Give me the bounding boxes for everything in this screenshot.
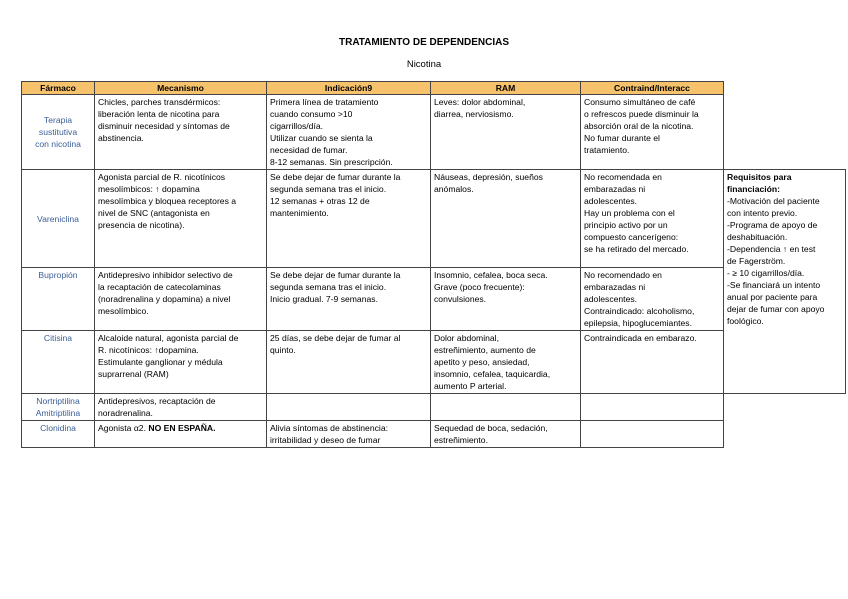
indication-cell: Se debe dejar de fumar durante la segunda semana tras el inicio. Inicio gradual. 7-9 semanas. [267,268,431,331]
contra-cell [581,421,724,448]
table-row [22,170,846,268]
table-row [22,331,846,394]
mechanism-cell: Agonista α2. NO EN ESPAÑA. [95,421,267,448]
document-subtitle: Nicotina [406,59,442,70]
mechanism-cell: Chicles, parches transdérmicos: liberación lenta de nicotina para disminuir necesidad y síntomas de abstinencia. [95,95,267,170]
contra-cell: No recomendada en embarazadas ni adolescentes. Hay un problema con el principio activo por un compuesto cancerígeno: se ha retirado del mercado. [581,170,724,268]
table-row [22,268,846,331]
indication-cell: Se debe dejar de fumar durante la segunda semana tras el inicio. 12 semanas + otras 12 de mantenimiento. [267,170,431,268]
mechanism-cell: Antidepresivo inhibidor selectivo de la recaptación de catecolaminas (noradrenalina y dopamina) a nivel mesolímbico. [95,268,267,331]
drug-cell: Citisina [22,331,95,394]
mechanism-cell: Alcaloide natural, agonista parcial de R. nicotínicos: ↑dopamina. Estimulante ganglionar y médula suprarrenal (RAM) [95,331,267,394]
blank-cell [724,95,846,170]
header-spacer [724,82,846,95]
header-ram: RAM [431,82,581,95]
drug-cell: Bupropión [22,268,95,331]
table-header-row [22,82,846,95]
indication-cell: Alivia síntomas de abstinencia: irritabilidad y deseo de fumar [267,421,431,448]
indication-cell: 25 días, se debe dejar de fumar al quinto. [267,331,431,394]
contra-cell [581,394,724,421]
header-mecanismo: Mecanismo [95,82,267,95]
table-row [22,394,846,421]
contra-cell: No recomendado en embarazadas ni adolescentes. Contraindicado: alcoholismo, epilepsia, hipoglucemiantes. [581,268,724,331]
ram-cell: Náuseas, depresión, sueños anómalos. [431,170,581,268]
ram-cell [431,394,581,421]
dependencies-table [21,81,846,448]
drug-cell: Terapia sustitutiva con nicotina [22,95,95,170]
indication-cell [267,394,431,421]
drug-cell: Nortriptilina Amitriptilina [22,394,95,421]
requirements-box: Requisitos para financiación: -Motivación del paciente con intento previo. -Programa de apoyo de deshabituación. -Dependencia ↑ en test de Fagerström. - ≥ 10 cigarrillos/día. -Se financiará un intento anual por paciente para dejar de fumar con apoyo foológico. [724,170,846,394]
header-indicacion: Indicación9 [267,82,431,95]
blank-cell [724,394,846,421]
drug-cell: Clonidina [22,421,95,448]
mechanism-cell: Agonista parcial de R. nicotínicos mesolímbicos: ↑ dopamina mesolímbica y bloquea receptores a nivel de SNC (antagonista en presencia de nicotina). [95,170,267,268]
contra-cell: Contraindicada en embarazo. [581,331,724,394]
blank-cell [724,421,846,448]
drug-cell: Vareniclina [22,170,95,268]
header-farmaco: Fármaco [22,82,95,95]
indication-cell: Primera línea de tratamiento cuando consumo >10 cigarrillos/día. Utilizar cuando se sienta la necesidad de fumar. 8-12 semanas. Sin prescripción. [267,95,431,170]
document-title: TRATAMIENTO DE DEPENDENCIAS [338,37,509,48]
header-contraind: Contraind/Interacc [581,82,724,95]
table-row [22,95,846,170]
ram-cell: Leves: dolor abdominal, diarrea, nerviosismo. [431,95,581,170]
table-row [22,421,846,448]
ram-cell: Dolor abdominal, estreñimiento, aumento de apetito y peso, ansiedad, insomnio, cefalea, taquicardia, aumento P arterial. [431,331,581,394]
contra-cell: Consumo simultáneo de café o refrescos puede disminuir la absorción oral de la nicotina. No fumar durante el tratamiento. [581,95,724,170]
ram-cell: Sequedad de boca, sedación, estreñimiento. [431,421,581,448]
ram-cell: Insomnio, cefalea, boca seca. Grave (poco frecuente): convulsiones. [431,268,581,331]
mechanism-cell: Antidepresivos, recaptación de noradrenalina. [95,394,267,421]
